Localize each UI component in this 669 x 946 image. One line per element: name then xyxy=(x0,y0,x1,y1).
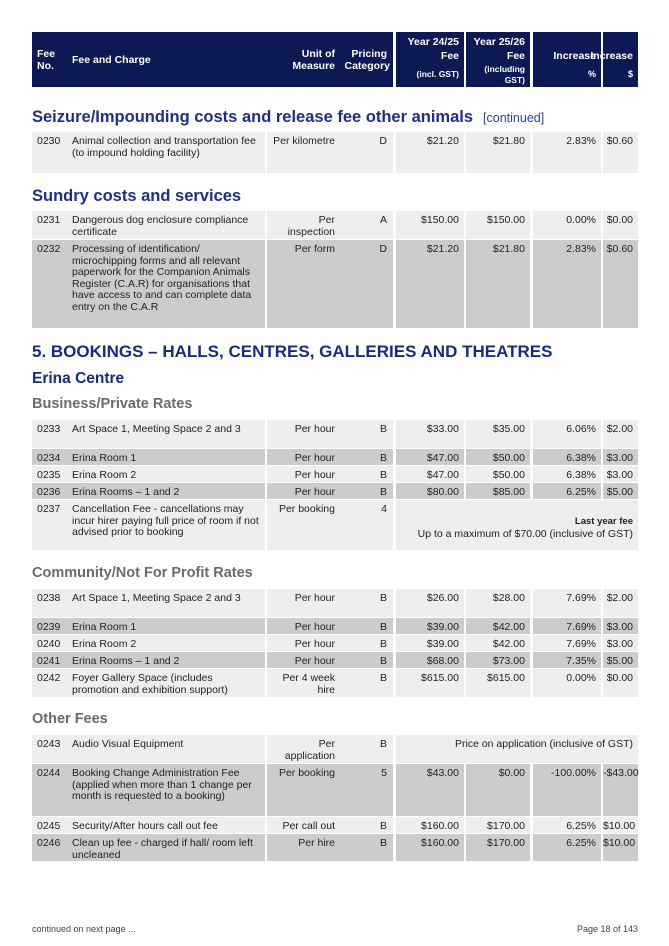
increase-amount-cell: $5.00 xyxy=(603,652,638,668)
unit-cell: Per hour xyxy=(267,652,339,668)
year1-fee-cell: $26.00 xyxy=(396,589,464,617)
section-other-fees-title: Other Fees xyxy=(32,711,108,727)
increase-pct-cell: 6.38% xyxy=(533,466,601,482)
year1-fee-cell: $68.00 xyxy=(396,652,464,668)
unit-cell: Per hour xyxy=(267,618,339,634)
category-cell: A xyxy=(339,211,393,239)
category-cell: B xyxy=(339,635,393,651)
category-cell: B xyxy=(339,735,393,763)
fee-number-cell: 0241 xyxy=(32,652,67,668)
table-row xyxy=(32,132,638,173)
table-row xyxy=(32,735,638,763)
category-cell: B xyxy=(339,817,393,833)
unit-cell: Per kilometre xyxy=(267,132,339,173)
category-cell: B xyxy=(339,466,393,482)
year2-fee-cell: $170.00 xyxy=(466,817,530,833)
fee-number-cell: 0246 xyxy=(32,834,67,861)
unit-cell: Per booking xyxy=(267,500,339,550)
year2-fee-cell: $50.00 xyxy=(466,466,530,482)
category-cell: 5 xyxy=(339,764,393,816)
increase-pct-cell: 7.35% xyxy=(533,652,601,668)
category-cell: B xyxy=(339,483,393,499)
last-year-fee-note: Last year fee Up to a maximum of $70.00 (inclusive of GST) xyxy=(396,500,638,550)
increase-pct-cell: 0.00% xyxy=(533,669,601,697)
table-row xyxy=(32,211,638,239)
increase-pct-cell: 7.69% xyxy=(533,618,601,634)
unit-cell: Per 4 week hire xyxy=(267,669,339,697)
category-cell: B xyxy=(339,834,393,861)
unit-cell: Per hour xyxy=(267,449,339,465)
increase-amount-cell: $3.00 xyxy=(603,449,638,465)
fee-name-cell: Erina Room 2 xyxy=(67,466,265,482)
category-cell: D xyxy=(339,240,393,328)
increase-amount-cell: $0.00 xyxy=(603,211,638,239)
unit-cell: Per hire xyxy=(267,834,339,861)
fee-number-cell: 0245 xyxy=(32,817,67,833)
fee-name-cell: Erina Room 1 xyxy=(67,449,265,465)
year1-fee-cell: $150.00 xyxy=(396,211,464,239)
year1-fee-cell: $80.00 xyxy=(396,483,464,499)
year2-fee-cell: $50.00 xyxy=(466,449,530,465)
increase-amount-cell: $0.60 xyxy=(603,132,638,173)
fee-number-cell: 0234 xyxy=(32,449,67,465)
increase-pct-cell: 7.69% xyxy=(533,635,601,651)
increase-amount-cell: $2.00 xyxy=(603,420,638,448)
category-cell: 4 xyxy=(339,500,393,550)
year2-fee-cell: $170.00 xyxy=(466,834,530,861)
header-fee-no-line2: No. xyxy=(37,60,54,72)
price-on-application-note: Price on application (inclusive of GST) xyxy=(396,735,638,763)
category-cell: B xyxy=(339,618,393,634)
increase-pct-cell: 6.06% xyxy=(533,420,601,448)
section-erina-title: Erina Centre xyxy=(32,370,125,387)
table-row xyxy=(32,618,638,634)
table-row xyxy=(32,500,638,550)
category-cell: D xyxy=(339,132,393,173)
fee-name-cell: Audio Visual Equipment xyxy=(67,735,265,763)
category-cell: B xyxy=(339,420,393,448)
year2-fee-cell: $0.00 xyxy=(466,764,530,816)
unit-cell: Per hour xyxy=(267,466,339,482)
fee-name-cell: Cancellation Fee - cancellations may incur hirer paying full price of room if not advised prior to booking xyxy=(67,500,265,550)
year1-fee-cell: $160.00 xyxy=(396,817,464,833)
year1-fee-cell: $39.00 xyxy=(396,635,464,651)
unit-cell: Per hour xyxy=(267,635,339,651)
fee-name-cell: Security/After hours call out fee xyxy=(67,817,265,833)
year2-fee-cell: $85.00 xyxy=(466,483,530,499)
table-row xyxy=(32,483,638,499)
year1-fee-cell: $33.00 xyxy=(396,420,464,448)
fee-name-cell: Erina Rooms – 1 and 2 xyxy=(67,652,265,668)
year2-fee-cell: $615.00 xyxy=(466,669,530,697)
unit-cell: Per form xyxy=(267,240,339,328)
fee-name-cell: Animal collection and transportation fee (to impound holding facility) xyxy=(67,132,265,173)
table-row xyxy=(32,449,638,465)
year1-fee-cell: $47.00 xyxy=(396,449,464,465)
unit-cell: Per hour xyxy=(267,420,339,448)
table-row xyxy=(32,764,638,816)
fee-number-cell: 0231 xyxy=(32,211,67,239)
section-business-title: Business/Private Rates xyxy=(32,396,193,412)
year2-fee-cell: $21.80 xyxy=(466,240,530,328)
section-seizure-title: Seizure/Impounding costs and release fee other animals [continued] xyxy=(32,108,545,126)
header-fee-charge: Fee and Charge xyxy=(67,32,265,87)
header-category: Pricing Category xyxy=(339,32,393,87)
increase-amount-cell: $0.00 xyxy=(603,669,638,697)
year2-fee-cell: $28.00 xyxy=(466,589,530,617)
increase-pct-cell: 0.00% xyxy=(533,211,601,239)
fee-number-cell: 0238 xyxy=(32,589,67,617)
increase-amount-cell: $0.60 xyxy=(603,240,638,328)
category-cell: B xyxy=(339,589,393,617)
header-unit: Unit of Measure xyxy=(265,32,339,87)
header-year2: Year 25/26 Fee (including GST) xyxy=(466,32,530,87)
year2-fee-cell: $35.00 xyxy=(466,420,530,448)
increase-amount-cell: $10.00 xyxy=(603,834,638,861)
increase-pct-cell: 6.25% xyxy=(533,483,601,499)
year1-fee-cell: $160.00 xyxy=(396,834,464,861)
fee-number-cell: 0237 xyxy=(32,500,67,550)
header-fee-no-line1: Fee xyxy=(37,48,56,60)
table-row xyxy=(32,652,638,668)
fee-name-cell: Booking Change Administration Fee (applied when more than 1 change per month is requested to a booking) xyxy=(67,764,265,816)
page-number: Page 18 of 143 xyxy=(576,924,638,934)
unit-cell: Per application xyxy=(267,735,339,763)
fee-number-cell: 0242 xyxy=(32,669,67,697)
year1-fee-cell: $47.00 xyxy=(396,466,464,482)
table-row xyxy=(32,466,638,482)
fee-number-cell: 0244 xyxy=(32,764,67,816)
increase-pct-cell: -100.00% xyxy=(533,764,601,816)
unit-cell: Per hour xyxy=(267,483,339,499)
unit-cell: Per booking xyxy=(267,764,339,816)
year1-fee-cell: $615.00 xyxy=(396,669,464,697)
year2-fee-cell: $73.00 xyxy=(466,652,530,668)
unit-cell: Per hour xyxy=(267,589,339,617)
table-row xyxy=(32,834,638,861)
year1-fee-cell: $43.00 xyxy=(396,764,464,816)
unit-cell: Per call out xyxy=(267,817,339,833)
increase-amount-cell: $5.00 xyxy=(603,483,638,499)
increase-amount-cell: -$43.00 xyxy=(603,764,638,816)
table-row xyxy=(32,817,638,833)
increase-pct-cell: 2.83% xyxy=(533,132,601,173)
year2-fee-cell: $42.00 xyxy=(466,635,530,651)
category-cell: B xyxy=(339,652,393,668)
header-increase-pct: Increase % xyxy=(533,32,601,87)
fee-number-cell: 0236 xyxy=(32,483,67,499)
fee-name-cell: Art Space 1, Meeting Space 2 and 3 xyxy=(67,589,265,617)
header-increase-amt: Increase $ xyxy=(603,32,638,87)
increase-pct-cell: 7.69% xyxy=(533,589,601,617)
increase-amount-cell: $3.00 xyxy=(603,466,638,482)
table-row xyxy=(32,589,638,617)
continued-label: [continued] xyxy=(483,111,545,125)
fee-number-cell: 0232 xyxy=(32,240,67,328)
section-sundry-title: Sundry costs and services xyxy=(32,187,242,205)
fee-number-cell: 0233 xyxy=(32,420,67,448)
increase-amount-cell: $10.00 xyxy=(603,817,638,833)
increase-amount-cell: $3.00 xyxy=(603,635,638,651)
fee-name-cell: Clean up fee - charged if hall/ room left uncleaned xyxy=(67,834,265,861)
fee-name-cell: Processing of identification/ microchipping forms and all relevant paperwork for the Companion Animals Register (C.A.R) for organisations that have access to and can complete data entry on the C.A.R xyxy=(67,240,265,328)
year2-fee-cell: $150.00 xyxy=(466,211,530,239)
table-row xyxy=(32,669,638,697)
table-row xyxy=(32,420,638,448)
fee-number-cell: 0243 xyxy=(32,735,67,763)
fee-number-cell: 0240 xyxy=(32,635,67,651)
increase-pct-cell: 6.38% xyxy=(533,449,601,465)
year1-fee-cell: $21.20 xyxy=(396,132,464,173)
table-row xyxy=(32,635,638,651)
header-year1: Year 24/25 Fee (incl. GST) xyxy=(396,32,464,87)
section-bookings-title: 5. BOOKINGS – HALLS, CENTRES, GALLERIES AND THEATRES xyxy=(32,342,553,361)
increase-pct-cell: 2.83% xyxy=(533,240,601,328)
increase-pct-cell: 6.25% xyxy=(533,834,601,861)
fee-name-cell: Dangerous dog enclosure compliance certificate xyxy=(67,211,265,239)
fee-name-cell: Foyer Gallery Space (includes promotion and exhibition support) xyxy=(67,669,265,697)
section-community-title: Community/Not For Profit Rates xyxy=(32,565,253,581)
category-cell: B xyxy=(339,449,393,465)
fee-number-cell: 0235 xyxy=(32,466,67,482)
fee-number-cell: 0239 xyxy=(32,618,67,634)
table-row xyxy=(32,240,638,328)
continued-footer: continued on next page ... xyxy=(32,924,136,934)
fee-name-cell: Art Space 1, Meeting Space 2 and 3 xyxy=(67,420,265,448)
fee-name-cell: Erina Room 1 xyxy=(67,618,265,634)
fee-name-cell: Erina Room 2 xyxy=(67,635,265,651)
table-header xyxy=(32,32,638,87)
year2-fee-cell: $42.00 xyxy=(466,618,530,634)
unit-cell: Per inspection xyxy=(267,211,339,239)
increase-amount-cell: $3.00 xyxy=(603,618,638,634)
year1-fee-cell: $21.20 xyxy=(396,240,464,328)
fee-name-cell: Erina Rooms – 1 and 2 xyxy=(67,483,265,499)
year1-fee-cell: $39.00 xyxy=(396,618,464,634)
fee-number-cell: 0230 xyxy=(32,132,67,173)
increase-amount-cell: $2.00 xyxy=(603,589,638,617)
year2-fee-cell: $21.80 xyxy=(466,132,530,173)
increase-pct-cell: 6.25% xyxy=(533,817,601,833)
category-cell: B xyxy=(339,669,393,697)
header-fee-no xyxy=(32,32,67,87)
